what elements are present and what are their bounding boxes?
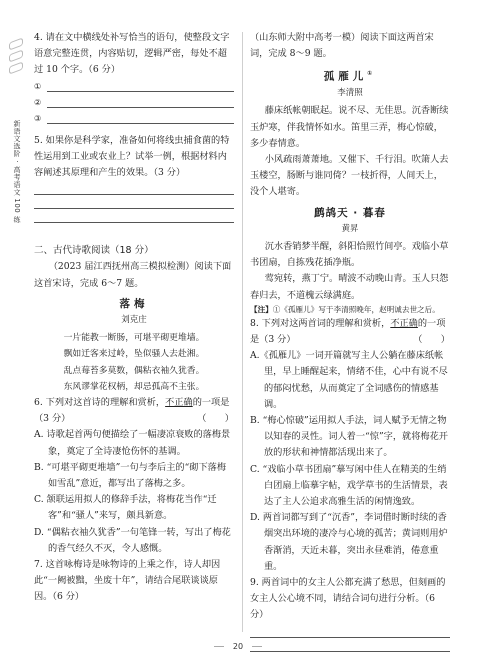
answer-num: ③ — [34, 113, 42, 123]
answer-num: ② — [34, 97, 42, 107]
option-d: D. “偶粘衣袖久犹香”一句笔锋一转，写出了梅花的香气经久不灭，令人感慨。 — [34, 526, 231, 554]
answer-line-2[interactable] — [34, 95, 234, 111]
answer-paren[interactable]: （ ） — [413, 333, 450, 345]
question-6 — [34, 395, 234, 427]
right-column — [250, 30, 450, 652]
q8-stem-end: 的一项是（3 分） — [250, 317, 446, 345]
poem-line: 飘如迁客来过岭，坠似骚人去赴湘。 — [63, 349, 205, 360]
q6-emphasis: 不正确 — [165, 397, 193, 409]
answer-line-1[interactable] — [34, 79, 234, 95]
answer-num: ① — [34, 81, 42, 91]
q6-stem: 6. 下列对这首诗的理解和赏析， — [34, 397, 166, 409]
margin-decoration — [9, 40, 23, 76]
footnote — [250, 304, 450, 316]
option-b: B. “可堪平砌更堆墙”一句与李后主的“砌下落梅如雪乱”意近，都写出了落梅之多。 — [34, 461, 227, 490]
poem-stanza: 小风疏雨萧萧地。又催下、千行泪。吹箫人去玉楼空，肠断与谁同倚？一枝折得，人间天上，没个人堪寄。 — [250, 153, 449, 198]
poem1-title-text: 孤雁儿 — [323, 70, 368, 83]
poem-title: 鹧鸪天 · 暮春 — [314, 206, 386, 219]
poem-stanza: 沉水香销梦半醒，斜阳恰照竹间亭。戏临小草书团扇，自拣残花插净瓶。 — [250, 240, 449, 269]
answer-line[interactable] — [34, 195, 234, 209]
question-5: 5. 如果你是科学家，准备如何将线虫捕食菌的特性运用到工业或农业上？试举一例，根据材料内容阐述其原理和产生的效果。（3 分） — [34, 134, 230, 179]
option-a: A.《孤雁儿》一词开篇就写主人公躺在藤床纸帐里，早上睡醒起来，情绪不佳，心中有说不尽的郁闷忧愁，从而奠定了全词感伤的情感基调。 — [250, 350, 448, 410]
footnote-mark: ① — [367, 70, 377, 78]
question-4: 4. 请在文中横线处补写恰当的语句，使整段文字语意完整连贯，内容贴切，逻辑严密，每处不超过 10 个字。（6 分） — [34, 32, 230, 76]
poem-intro: （山东师大附中高考一模）阅读下面这两首宋词，完成 8～9 题。 — [250, 32, 434, 60]
question-8 — [250, 316, 450, 348]
poem-intro: （2023 届江西抚州高三模拟检测）阅读下面这首宋诗，完成 6～7 题。 — [34, 261, 232, 289]
answer-line[interactable] — [250, 638, 450, 652]
poem-stanza: 莺宛转，燕丁宁。晴波不动晚山青。玉人只怨春归去，不道槐云绿满庭。 — [250, 273, 449, 301]
option-c: C. “戏临小草书团扇”摹写闲中佳人在精美的生绡白团扇上临摹字帖，戏学草书的生活情景，表达了主人公追求高雅生活的闲情逸致。 — [250, 463, 448, 507]
option-c: C. 颔联运用拟人的修辞手法，将梅花当作“迁客”和“骚人”来写，颇具新意。 — [34, 494, 217, 522]
answer-line[interactable] — [250, 624, 450, 638]
page-number: 20 — [226, 640, 250, 654]
option-d: D. 两首词都写到了“沉香”，李词借时断时续的香烟突出环境的凄冷与心境的孤苦；黄词则用炉香渐消，天近未暮，突出永昼难消，倦意重重。 — [250, 512, 448, 572]
q6-stem-end: 的一项是（3 分） — [34, 397, 230, 425]
option-b: B. “梅心惊破”运用拟人手法，词人赋予无情之物以知春的灵性。词人着一“惊”字，就将梅花开放的形状和神情都活现出来了。 — [250, 414, 448, 459]
poem-author: 黄昇 — [341, 223, 359, 234]
answer-line-3[interactable] — [34, 111, 234, 127]
q8-stem: 8. 下列对这两首词的理解和赏析， — [250, 317, 391, 329]
question-7: 7. 这首咏梅诗是咏物诗的上乘之作，诗人却因此“一阙被黜，坐废十年”，请结合尾联谈谈原因。（6 分） — [34, 559, 221, 603]
note-text: ①《孤雁儿》写于李清照晚年，赵明诚去世之后。 — [272, 304, 440, 314]
answer-line[interactable] — [34, 209, 234, 223]
poem-stanza: 藤床纸帐朝眠起。说不尽、无佳思。沉香断续玉炉寒，伴我情怀如水。笛里三弄，梅心惊破，多少春情意。 — [250, 105, 449, 149]
poem-line: 一片能教一断肠，可堪平砌更堆墙。 — [63, 333, 205, 344]
section-title: 二、古代诗歌阅读（18 分） — [34, 245, 154, 257]
side-series-label: 新语文选阶 · 高考语文 100 练 — [13, 120, 21, 224]
option-a: A. 诗歌起首两句便描绘了一幅凄凉衰败的落梅景象，奠定了全诗凄怆伤怀的基调。 — [34, 429, 231, 457]
answer-line[interactable] — [34, 181, 234, 195]
left-column — [34, 30, 234, 606]
poem-title — [250, 66, 450, 85]
poem-line: 东风谬掌花权柄，却忌孤高不主张。 — [63, 381, 205, 392]
column-divider — [242, 32, 243, 632]
answer-paren[interactable]: （ ） — [197, 413, 234, 425]
note-tag: 【注】 — [250, 304, 273, 314]
poem-line: 乱点莓苔多莫数，偶粘衣袖久犹香。 — [63, 365, 205, 376]
poem-author: 刘克庄 — [121, 315, 147, 326]
q8-emphasis: 不正确 — [390, 317, 418, 329]
question-9: 9. 两首词中的女主人公都充满了愁思，但刻画的女主人公心境不同，请结合词句进行分析。（6 分） — [250, 577, 446, 621]
poem-title: 落梅 — [119, 297, 149, 310]
poem-author: 李清照 — [337, 88, 363, 99]
